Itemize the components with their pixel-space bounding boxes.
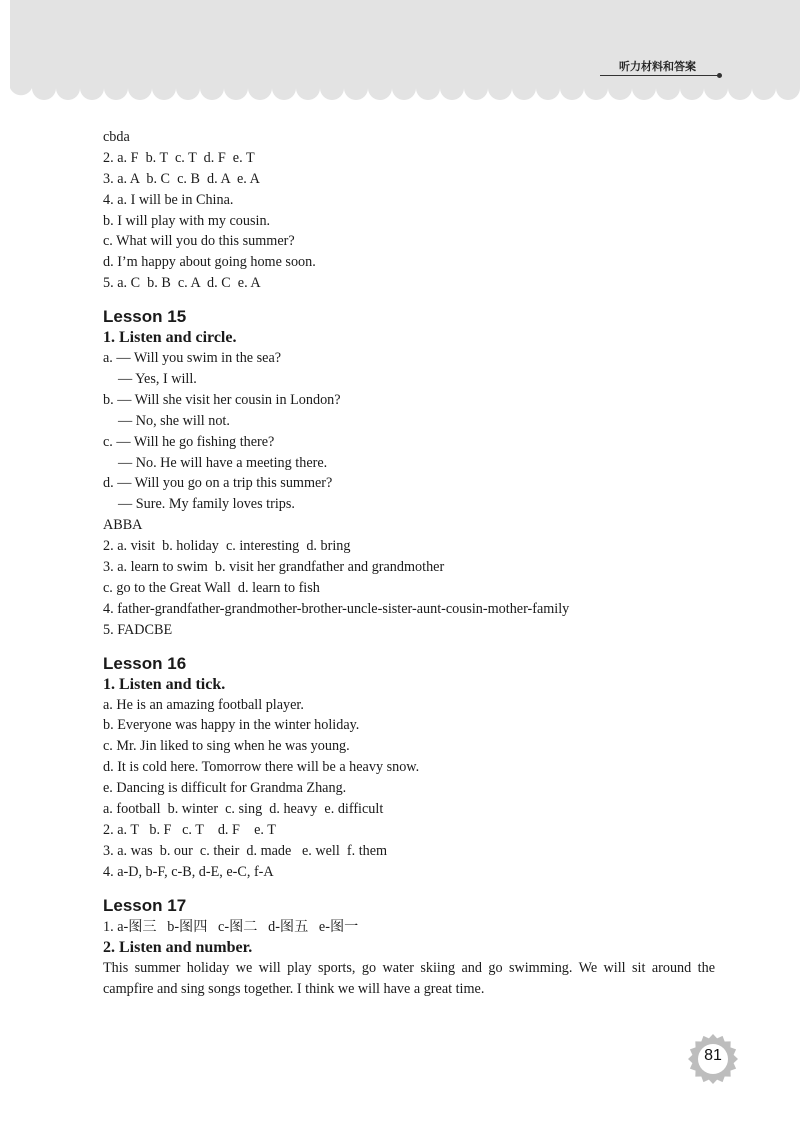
- answer-line: 5. FADCBE: [103, 621, 173, 638]
- previous-lesson-answers: [103, 127, 723, 294]
- lesson-title: Lesson 16: [103, 653, 187, 673]
- answer-line: a. football b. winter c. sing d. heavy e. difficult: [103, 801, 384, 818]
- scalloped-header-shape: [10, 0, 800, 104]
- lesson-16: [103, 653, 723, 883]
- answer-line: a. — Will you swim in the sea?: [103, 350, 282, 367]
- answer-line: e. Dancing is difficult for Grandma Zhang.: [103, 780, 347, 797]
- answer-line: — No. He will have a meeting there.: [118, 454, 328, 471]
- lesson-17: [103, 895, 723, 1000]
- lesson-title: Lesson 17: [103, 895, 187, 915]
- answer-line: 4. a. I will be in China.: [103, 191, 234, 208]
- answer-line: c. — Will he go fishing there?: [103, 433, 275, 450]
- section-heading: 1. Listen and circle.: [103, 329, 237, 347]
- answer-line: a. He is an amazing football player.: [103, 696, 304, 713]
- lesson-title: Lesson 15: [103, 307, 187, 327]
- answer-line: — No, she will not.: [118, 412, 230, 429]
- answer-line: 4. a-D, b-F, c-B, d-E, e-C, f-A: [103, 863, 274, 880]
- answer-line: 1. a-图三 b-图四 c-图二 d-图五 e-图一: [103, 918, 359, 935]
- answer-line: 2. a. T b. F c. T d. F e. T: [103, 821, 276, 838]
- answer-line: d. It is cold here. Tomorrow there will be a heavy snow.: [103, 759, 420, 776]
- listening-paragraph: This summer holiday we will play sports, go water skiing and go swimming. We will sit around the campfire and sing songs together. I think we will have a great time.: [103, 959, 715, 997]
- answer-line: 2. a. visit b. holiday c. interesting d. bring: [103, 538, 351, 555]
- answer-line: 5. a. C b. B c. A d. C e. A: [103, 275, 261, 292]
- answer-line: 3. a. learn to swim b. visit her grandfather and grandmother: [103, 559, 445, 576]
- lesson-15: [103, 306, 723, 640]
- answer-line: 3. a. was b. our c. their d. made e. well f. them: [103, 842, 388, 859]
- answer-content: [103, 127, 723, 1000]
- answer-line: b. I will play with my cousin.: [103, 212, 271, 229]
- answer-line: ABBA: [103, 517, 143, 534]
- answer-line: b. Everyone was happy in the winter holiday.: [103, 717, 360, 734]
- answer-line: 2. a. F b. T c. T d. F e. T: [103, 149, 255, 166]
- answer-line: cbda: [103, 129, 130, 145]
- answer-line: 4. father-grandfather-grandmother-brother-uncle-sister-aunt-cousin-mother-family: [103, 600, 570, 617]
- running-head-rule: [600, 75, 720, 76]
- answer-line: d. I’m happy about going home soon.: [103, 254, 316, 271]
- answer-line: b. — Will she visit her cousin in London?: [103, 391, 341, 408]
- answer-line: 3. a. A b. C c. B d. A e. A: [103, 170, 260, 187]
- answer-line: c. What will you do this summer?: [103, 233, 295, 250]
- running-head: 听力材料和答案: [619, 60, 696, 73]
- answer-line: d. — Will you go on a trip this summer?: [103, 475, 333, 492]
- answer-line: — Sure. My family loves trips.: [118, 496, 295, 513]
- answer-line: c. Mr. Jin liked to sing when he was young.: [103, 738, 350, 755]
- section-heading: 2. Listen and number.: [103, 938, 253, 956]
- running-head-dot: [717, 73, 722, 78]
- answer-line: c. go to the Great Wall d. learn to fish: [103, 579, 320, 596]
- answer-line: — Yes, I will.: [118, 371, 197, 388]
- section-heading: 1. Listen and tick.: [103, 675, 226, 693]
- header-band: [10, 0, 800, 104]
- page-number: 81: [704, 1047, 722, 1064]
